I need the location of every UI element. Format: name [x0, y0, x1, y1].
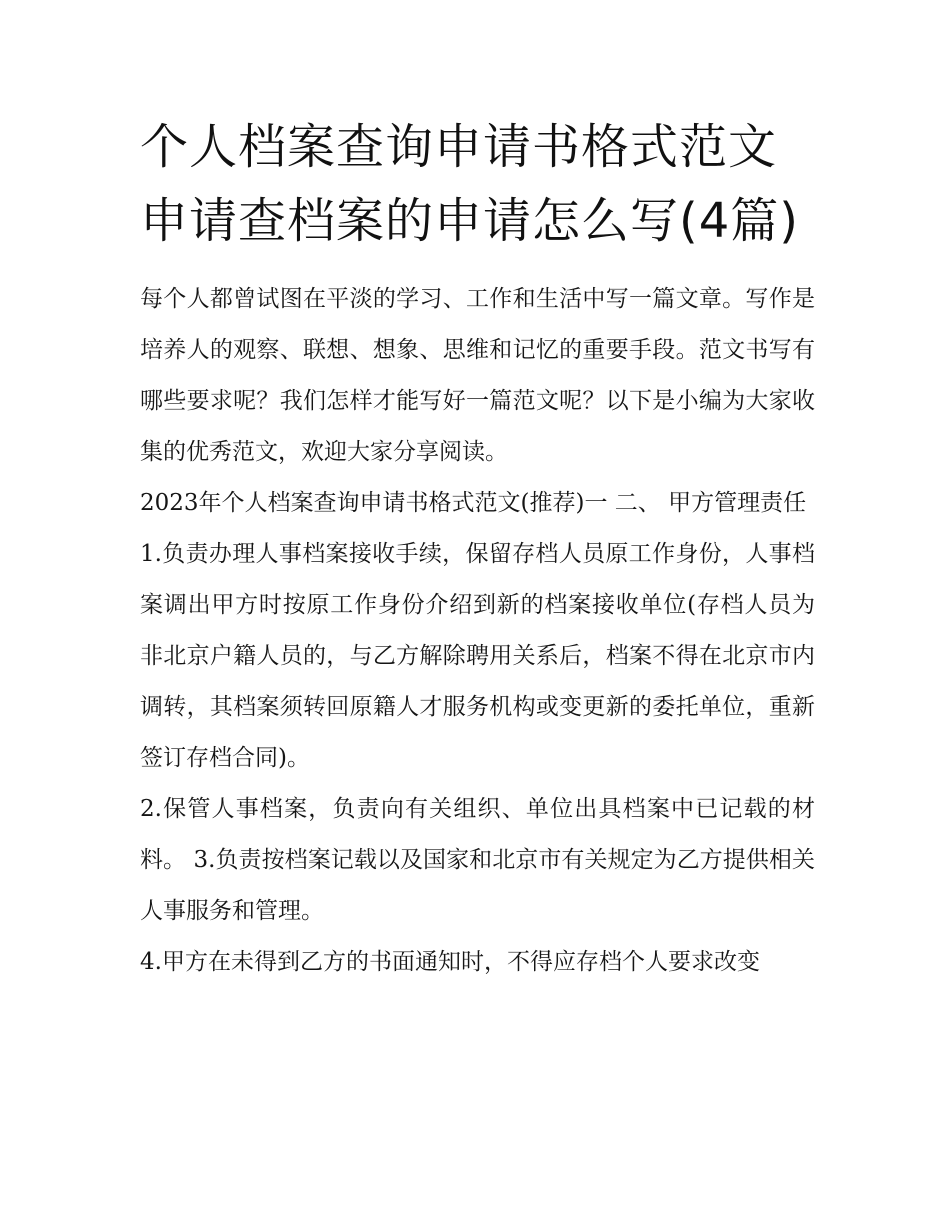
document-page — [140, 110, 815, 988]
document-title: 个人档案查询申请书格式范文申请查档案的申请怎么写(4篇) — [140, 119, 799, 249]
title-spacer — [140, 258, 815, 274]
paragraph-heading: 2023年个人档案查询申请书格式范文(推荐)一 二、 甲方管理责任 — [140, 490, 807, 516]
paragraph-item-4: 4.甲方在未得到乙方的书面通知时，不得应存档个人要求改变 — [140, 949, 760, 975]
paragraph-item-2-3: 2.保管人事档案，负责向有关组织、单位出具档案中已记载的材料。 3.负责按档案记载以及国家和北京市有关规定为乙方提供相关人事服务和管理。 — [140, 796, 815, 924]
paragraph-item-1: 1.负责办理人事档案接收手续，保留存档人员原工作身份，人事档案调出甲方时按原工作身份介绍到新的档案接收单位(存档人员为非北京户籍人员的，与乙方解除聘用关系后，档案不得在北京市内调转，其档案须转回原籍人才服务机构或变更新的委托单位，重新签订存档合同)。 — [140, 541, 815, 771]
paragraph-intro: 每个人都曾试图在平淡的学习、工作和生活中写一篇文章。写作是培养人的观察、联想、想象、思维和记忆的重要手段。范文书写有哪些要求呢？我们怎样才能写好一篇范文呢？以下是小编为大家收集的优秀范文，欢迎大家分享阅读。 — [140, 286, 815, 465]
